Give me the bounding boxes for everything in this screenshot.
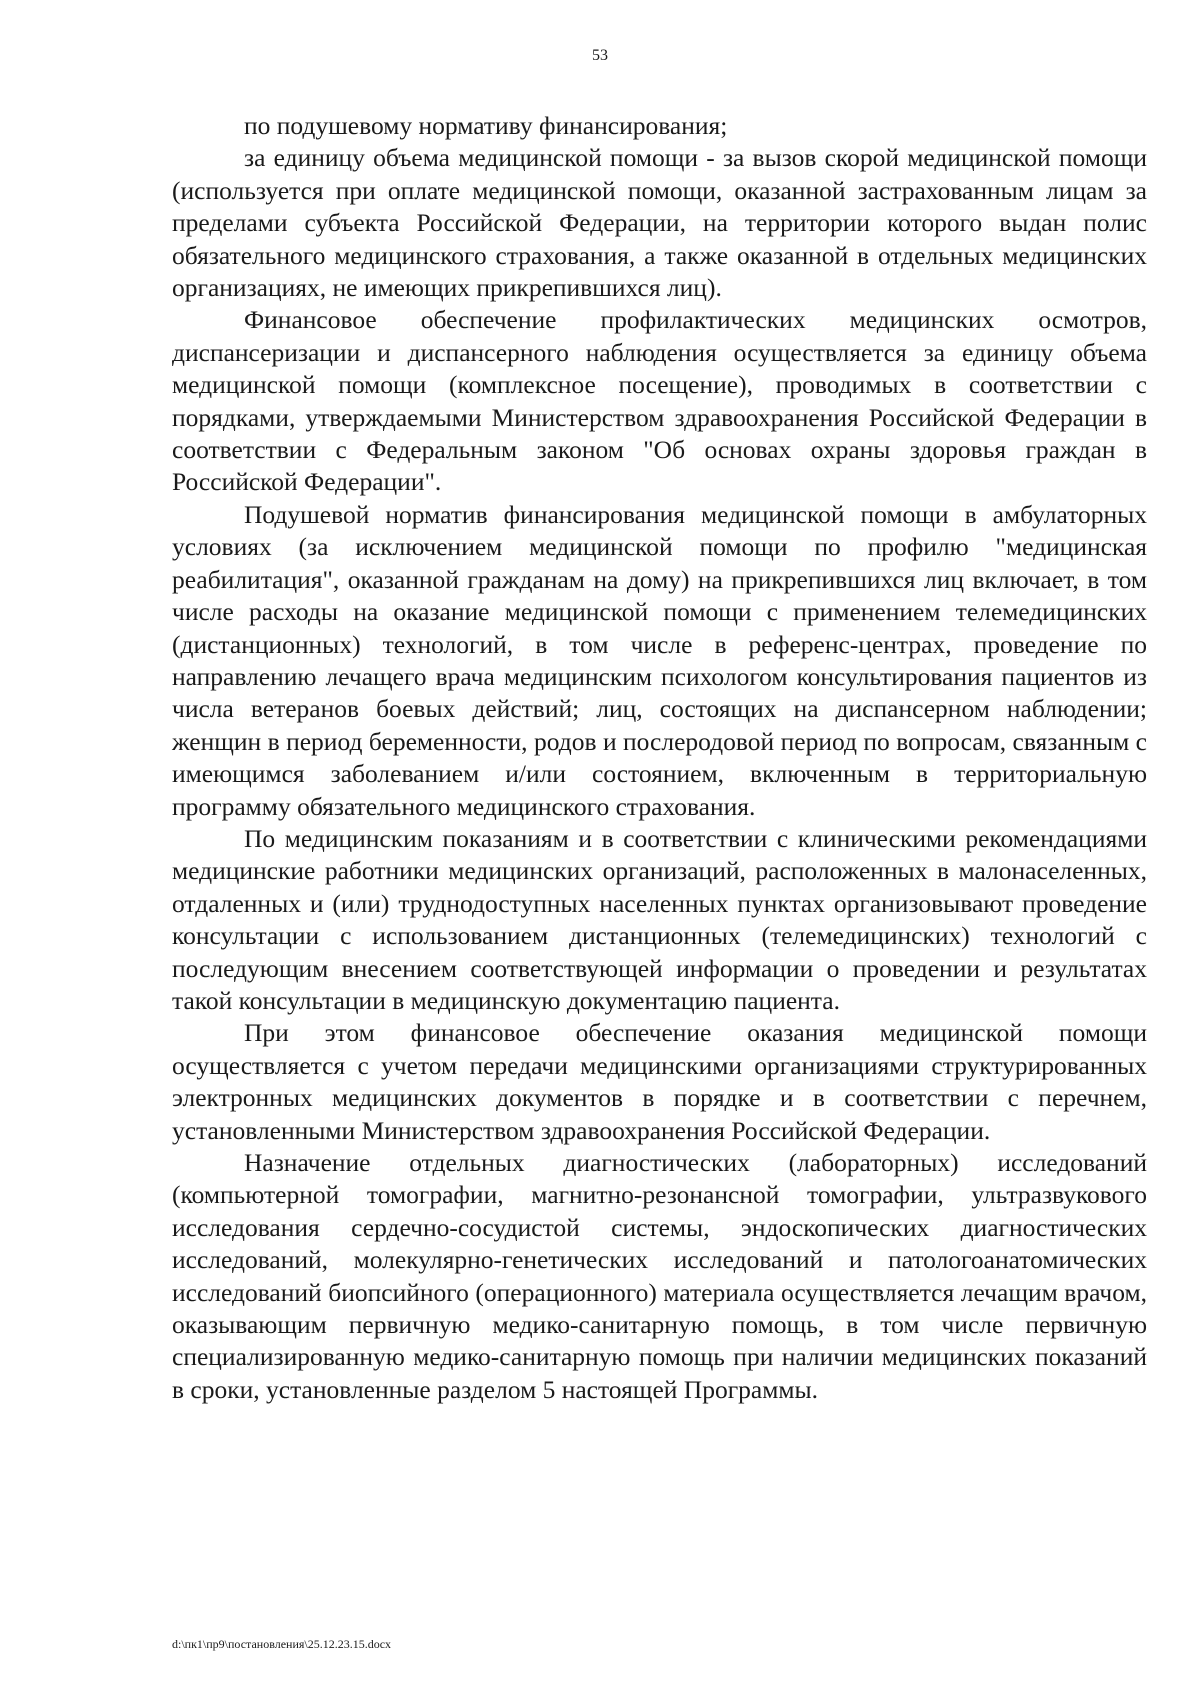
- page-number: 53: [592, 47, 608, 64]
- document-body: [172, 110, 1147, 1406]
- paragraph-preventive-financing: Финансовое обеспечение профилактических медицинских осмотров, диспансеризации и диспансерного наблюдения осуществляется за единицу объема медицинской помощи (комплексное посещение), проводимых в соответствии с порядками, утверждаемыми Министерством здравоохранения Российской Федерации в соответствии с Федеральным законом "Об основах охраны здоровья граждан в Российской Федерации".: [172, 305, 1147, 497]
- paragraph-unit-of-volume: за единицу объема медицинской помощи - за вызов скорой медицинской помощи (используется при оплате медицинской помощи, оказанной застрахованным лицам за пределами субъекта Российской Федерации, на территории которого выдан полис обязательного медицинского страхования, а также оказанной в отдельных медицинских организациях, не имеющих прикрепившихся лиц).: [172, 143, 1147, 303]
- paragraph-telemedicine-consultation: По медицинским показаниям и в соответствии с клиническими рекомендациями медицинские работники медицинских организаций, расположенных в малонаселенных, отдаленных и (или) труднодоступных населенных пунктах организовывают проведение консультации с использованием дистанционных (телемедицинских) технологий с последующим внесением соответствующей информации о проведении и результатах такой консультации в медицинскую документацию пациента.: [172, 823, 1147, 1015]
- footer-file-path: d:\пк1\пр9\постановления\25.12.23.15.docx: [172, 1637, 392, 1651]
- paragraph-structured-documents: При этом финансовое обеспечение оказания медицинской помощи осуществляется с учетом передачи медицинскими организациями структурированных электронных медицинских документов в порядке и в соответствии с перечнем, установленными Министерством здравоохранения Российской Федерации.: [172, 1018, 1147, 1145]
- paragraph-per-capita-norm: по подушевому нормативу финансирования;: [244, 111, 728, 140]
- paragraph-diagnostic-studies: Назначение отдельных диагностических (лабораторных) исследований (компьютерной томографии, магнитно-резонансной томографии, ультразвукового исследования сердечно-сосудистой системы, эндоскопических диагностических исследований, молекулярно-генетических исследований и патологоанатомических исследований биопсийного (операционного) материала осуществляется лечащим врачом, оказывающим первичную медико-санитарную помощь, в том числе первичную специализированную медико-санитарную помощь при наличии медицинских показаний в сроки, установленные разделом 5 настоящей Программы.: [172, 1148, 1147, 1404]
- paragraph-outpatient-norm: Подушевой норматив финансирования медицинской помощи в амбулаторных условиях (за исключением медицинской помощи по профилю "медицинская реабилитация", оказанной гражданам на дому) на прикрепившихся лиц включает, в том числе расходы на оказание медицинской помощи с применением телемедицинских (дистанционных) технологий, в том числе в референс-центрах, проведение по направлению лечащего врача медицинским психологом консультирования пациентов из числа ветеранов боевых действий; лиц, состоящих на диспансерном наблюдении; женщин в период беременности, родов и послеродовой период по вопросам, связанным с имеющимся заболеванием и/или состоянием, включенным в территориальную программу обязательного медицинского страхования.: [172, 499, 1147, 821]
